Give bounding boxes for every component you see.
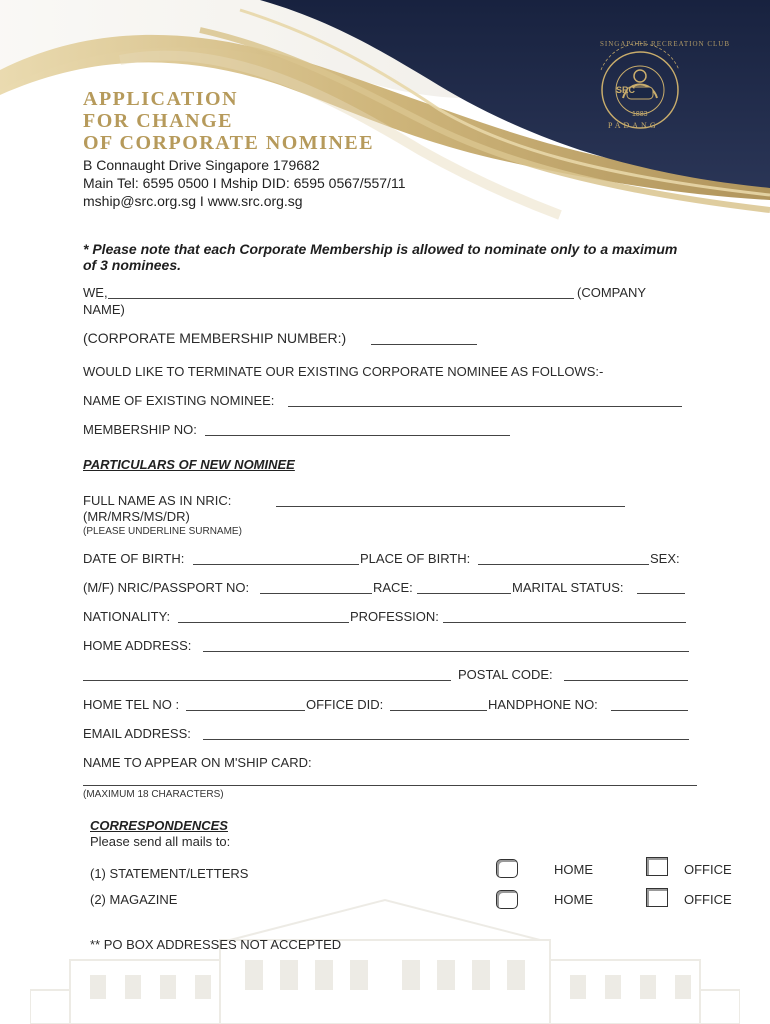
postal-code-label: POSTAL CODE: bbox=[458, 667, 553, 682]
home-address-field[interactable] bbox=[203, 651, 689, 652]
pob-field[interactable] bbox=[478, 564, 649, 565]
profession-label: PROFESSION: bbox=[350, 609, 439, 624]
home-address-label: HOME ADDRESS: bbox=[83, 638, 192, 653]
race-label: RACE: bbox=[373, 580, 413, 595]
correspondence-heading: CORRESPONDENCES bbox=[90, 818, 228, 833]
title-line-1: APPLICATION bbox=[83, 88, 239, 110]
tel-line: Main Tel: 6595 0500 I Mship DID: 6595 0567/557/11 bbox=[83, 175, 406, 191]
corp-number-label: (CORPORATE MEMBERSHIP NUMBER:) bbox=[83, 330, 347, 346]
membership-no-label: MEMBERSHIP NO: bbox=[83, 422, 197, 437]
logo-bottom-text: PADANG bbox=[608, 121, 659, 130]
membership-no-field[interactable] bbox=[205, 435, 510, 436]
handphone-field[interactable] bbox=[611, 710, 688, 711]
marital-status-label: MARITAL STATUS: bbox=[512, 580, 624, 595]
dob-field[interactable] bbox=[193, 564, 359, 565]
magazine-label: (2) MAGAZINE bbox=[90, 892, 178, 907]
handphone-label: HANDPHONE NO: bbox=[488, 697, 598, 712]
contact-block bbox=[83, 156, 405, 210]
office-did-label: OFFICE DID: bbox=[306, 697, 384, 712]
nric-passport-label: (M/F) NRIC/PASSPORT NO: bbox=[83, 580, 250, 595]
correspondence-subheading: Please send all mails to: bbox=[90, 834, 231, 849]
statement-home-label: HOME bbox=[554, 862, 593, 877]
underline-surname-note: (PLEASE UNDERLINE SURNAME) bbox=[83, 526, 242, 537]
marital-status-field[interactable] bbox=[637, 593, 685, 594]
card-name-field[interactable] bbox=[83, 785, 697, 786]
home-tel-label: HOME TEL NO : bbox=[83, 697, 180, 712]
sex-label: SEX: bbox=[650, 551, 680, 566]
po-box-note: ** PO BOX ADDRESSES NOT ACCEPTED bbox=[90, 937, 342, 952]
corp-number-field[interactable] bbox=[371, 344, 477, 345]
logo-center-text: SRC bbox=[616, 85, 636, 95]
company-name-field[interactable] bbox=[108, 298, 574, 299]
company-name-label: NAME) bbox=[83, 302, 125, 317]
address-line: B Connaught Drive Singapore 179682 bbox=[83, 157, 320, 173]
logo-arc-text: SINGAPORE RECREATION CLUB bbox=[600, 40, 731, 48]
max-characters-note: (MAXIMUM 18 CHARACTERS) bbox=[83, 789, 224, 800]
nationality-label: NATIONALITY: bbox=[83, 609, 171, 624]
existing-nominee-label: NAME OF EXISTING NOMINEE: bbox=[83, 393, 275, 408]
race-field[interactable] bbox=[417, 593, 511, 594]
full-name-field[interactable] bbox=[276, 506, 625, 507]
logo-year: 1883 bbox=[632, 111, 648, 118]
office-did-field[interactable] bbox=[390, 710, 487, 711]
email-field[interactable] bbox=[203, 739, 689, 740]
nric-passport-field[interactable] bbox=[260, 593, 372, 594]
statement-home-checkbox[interactable] bbox=[496, 859, 518, 878]
title-line-3: OF CORPORATE NOMINEE bbox=[83, 132, 375, 154]
statement-office-checkbox[interactable] bbox=[646, 857, 668, 876]
card-name-label: NAME TO APPEAR ON M'SHIP CARD: bbox=[83, 755, 312, 770]
section-new-nominee: PARTICULARS OF NEW NOMINEE bbox=[83, 457, 295, 472]
title-options-label: (MR/MRS/MS/DR) bbox=[83, 509, 190, 524]
pob-label: PLACE OF BIRTH: bbox=[360, 551, 471, 566]
profession-field[interactable] bbox=[443, 622, 686, 623]
home-address-field-2[interactable] bbox=[83, 680, 451, 681]
title-line-2: FOR CHANGE bbox=[83, 110, 233, 132]
full-name-label: FULL NAME AS IN NRIC: bbox=[83, 493, 232, 508]
home-tel-field[interactable] bbox=[186, 710, 305, 711]
magazine-office-label: OFFICE bbox=[684, 892, 732, 907]
statement-letters-label: (1) STATEMENT/LETTERS bbox=[90, 866, 249, 881]
we-label: WE, bbox=[83, 285, 108, 300]
magazine-home-label: HOME bbox=[554, 892, 593, 907]
clubhouse-watermark bbox=[30, 880, 740, 1024]
dob-label: DATE OF BIRTH: bbox=[83, 551, 185, 566]
nationality-field[interactable] bbox=[178, 622, 349, 623]
statement-office-label: OFFICE bbox=[684, 862, 732, 877]
postal-code-field[interactable] bbox=[564, 680, 688, 681]
existing-nominee-field[interactable] bbox=[288, 406, 682, 407]
email-web-line: mship@src.org.sg I www.src.org.sg bbox=[83, 193, 303, 209]
terminate-text: WOULD LIKE TO TERMINATE OUR EXISTING CORPORATE NOMINEE AS FOLLOWS:- bbox=[83, 364, 604, 379]
company-suffix-label: (COMPANY bbox=[577, 285, 647, 300]
document-title bbox=[83, 88, 374, 154]
nominee-limit-note: * Please note that each Corporate Membership is allowed to nominate only to a maximum of 3 nominees. bbox=[83, 241, 678, 273]
email-label: EMAIL ADDRESS: bbox=[83, 726, 191, 741]
